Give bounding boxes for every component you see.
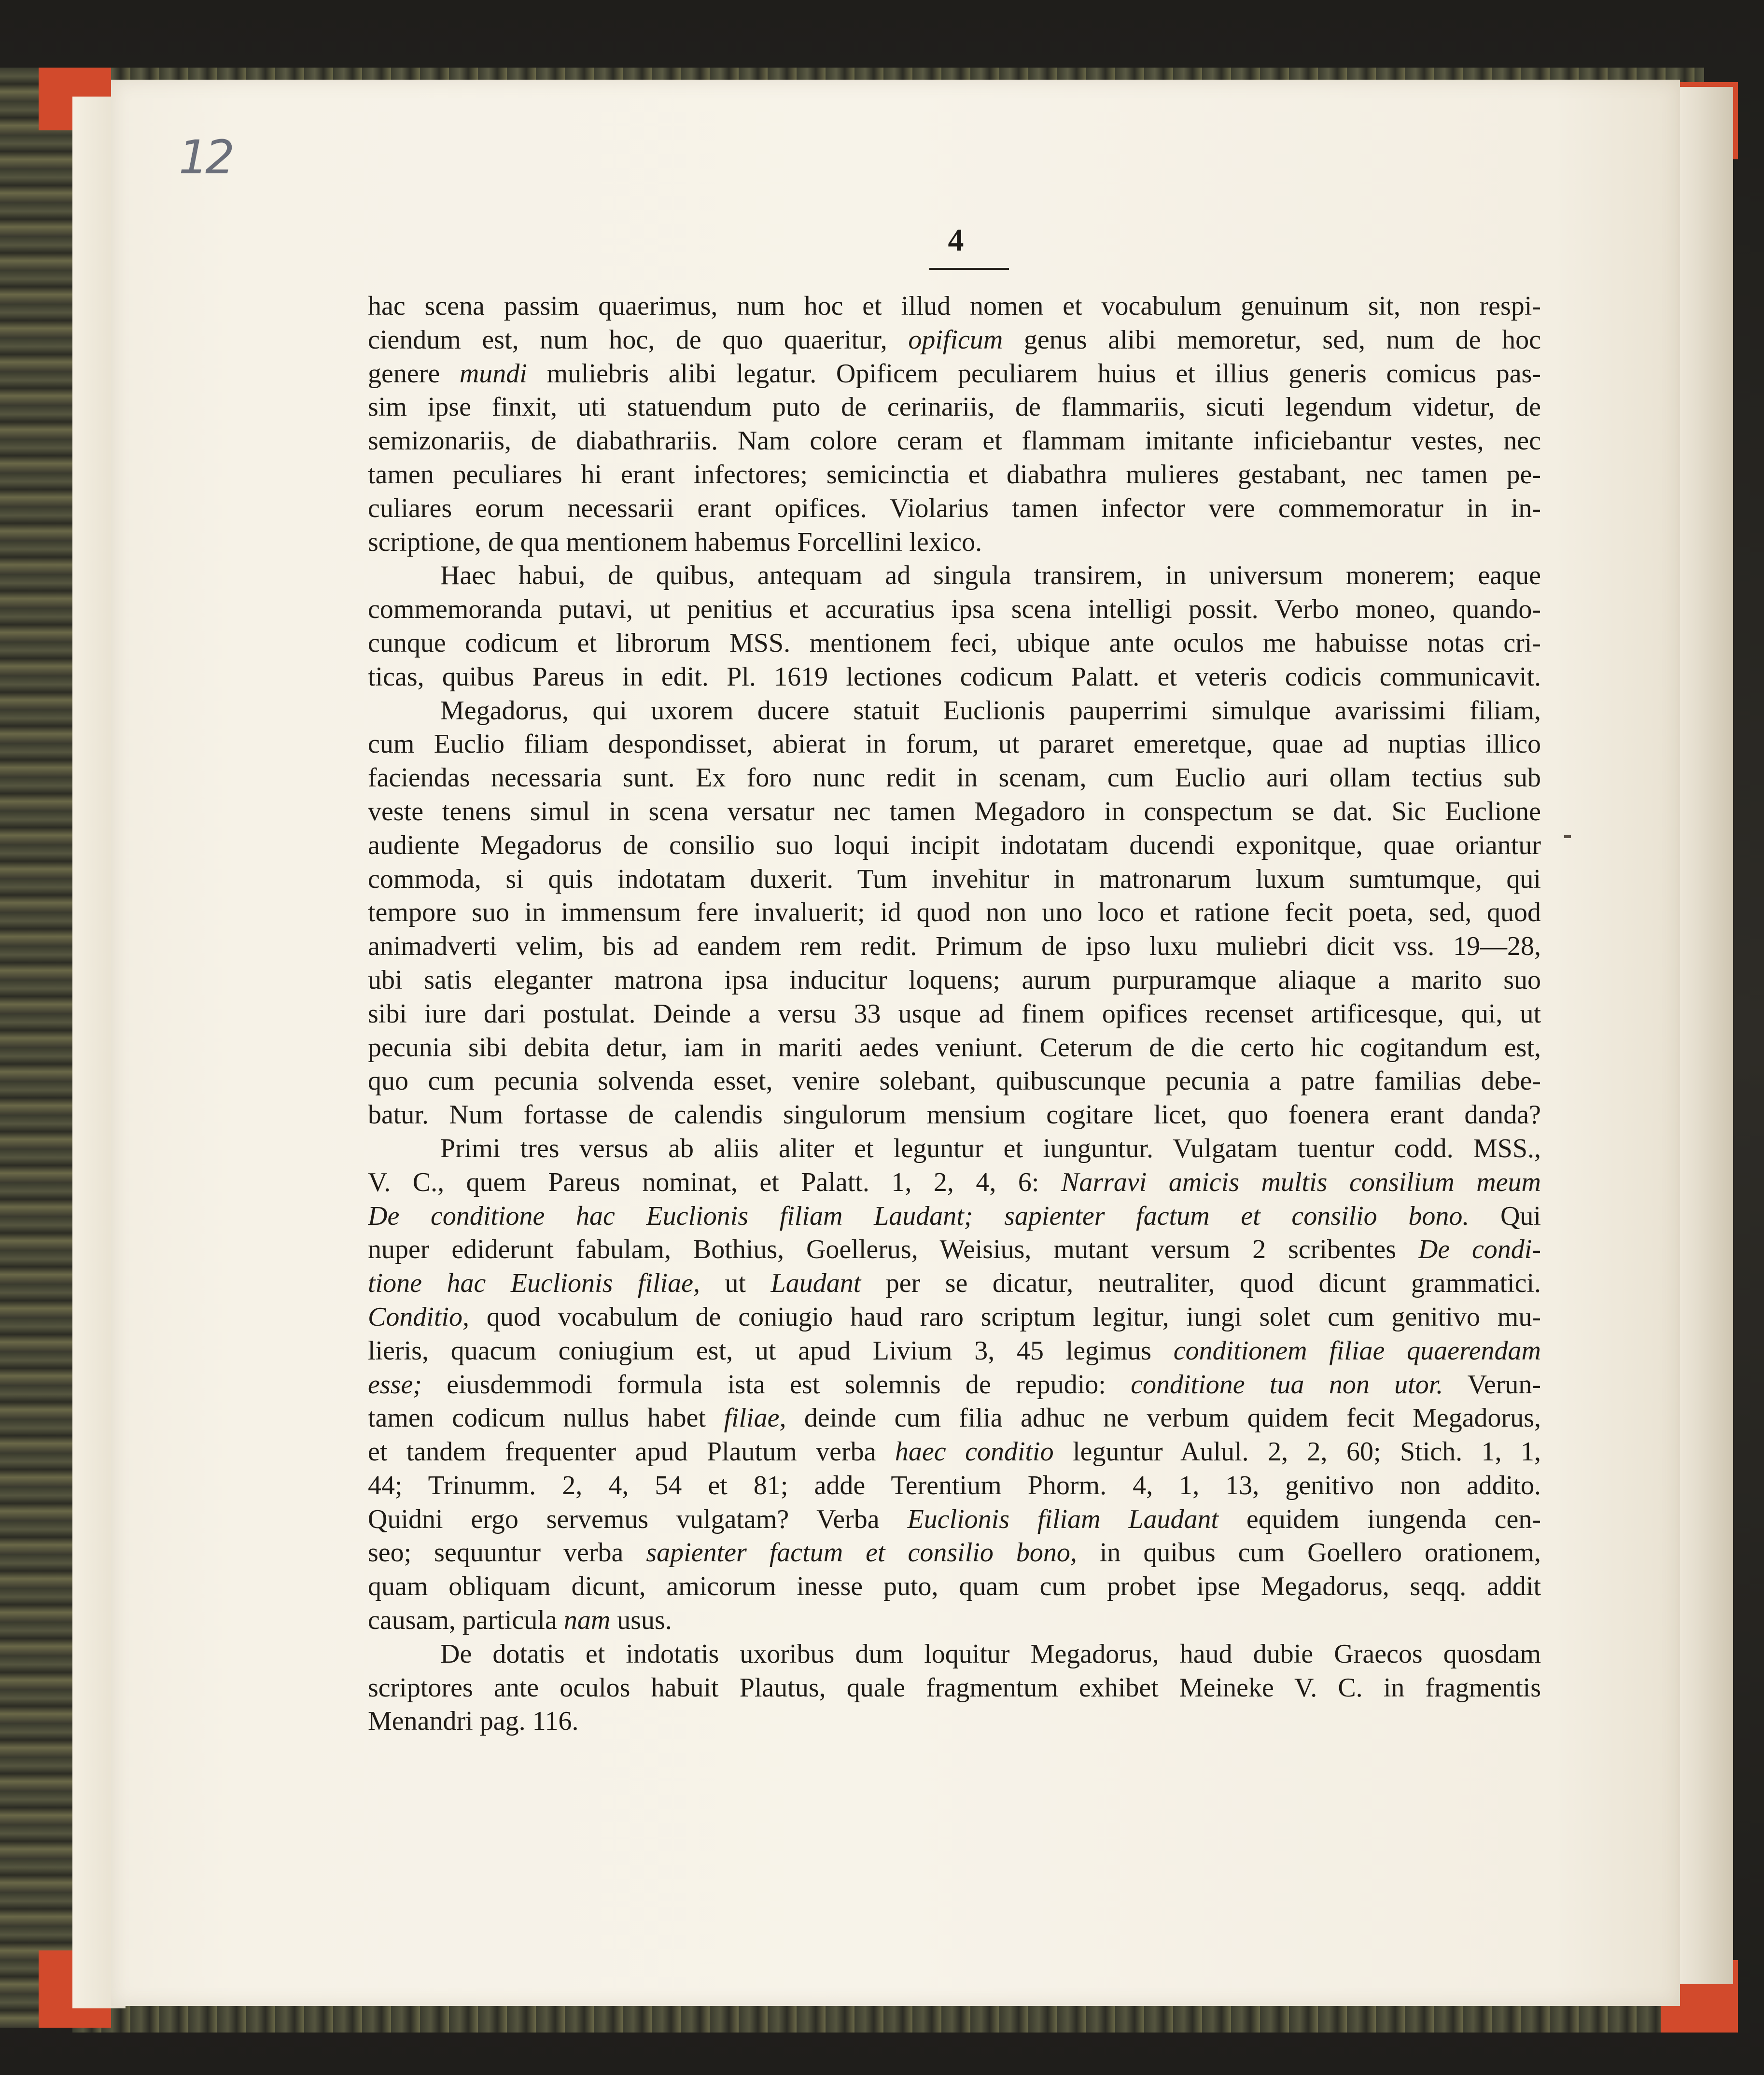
text-line: faciendas necessaria sunt. Ex foro nunc redit in scenam, cum Euclio auri ollam tectius sub — [368, 763, 1541, 793]
text-line: batur. Num fortasse de calendis singulorum mensium cogitare licet, quo foenera erant danda? — [368, 1100, 1541, 1130]
text-line: Megadorus, qui uxorem ducere statuit Euclionis pauperrimi simulque avarissimi filiam, — [440, 695, 1541, 726]
text-line: tione hac Euclionis filiae, ut Laudant per se dicatur, neutraliter, quod dicunt grammatici. — [368, 1268, 1541, 1299]
text-line: De conditione hac Euclionis filiam Laudant; sapienter factum et consilio bono. Qui — [368, 1201, 1541, 1231]
text-line: tamen peculiares hi erant infectores; semicinctia et diabathra mulieres gestabant, nec tamen pe- — [368, 459, 1541, 490]
page-stack-right — [1675, 87, 1733, 1984]
text-line: semizonariis, de diabathrariis. Nam colore ceram et flammam imitante inficiebantur vestes, nec — [368, 426, 1541, 456]
text-line: animadverti velim, bis ad eandem rem redit. Primum de ipso luxu muliebri dicit vss. 19—28, — [368, 931, 1541, 962]
text-line: veste tenens simul in scena versatur nec tamen Megadoro in conspectum se dat. Sic Euclione — [368, 796, 1541, 827]
text-line: commoda, si quis indotatam duxerit. Tum invehitur in matronarum luxum sumtumque, qui — [368, 864, 1541, 894]
text-line: nuper ediderunt fabulam, Bothius, Goellerus, Weisius, mutant versum 2 scribentes De condi- — [368, 1234, 1541, 1265]
text-line: commemoranda putavi, ut penitius et accuratius ipsa scena intelligi possit. Verbo moneo, quando- — [368, 594, 1541, 625]
text-line: genere mundi muliebris alibi legatur. Opificem peculiarem huius et illius generis comicus pas- — [368, 358, 1541, 389]
text-line: Primi tres versus ab aliis aliter et leguntur et iunguntur. Vulgatam tuentur codd. MSS., — [440, 1133, 1541, 1164]
page-number: 4 — [948, 223, 964, 258]
text-line: Quidni ergo servemus vulgatam? Verba Euclionis filiam Laudant equidem iungenda cen- — [368, 1504, 1541, 1534]
margin-mark — [1564, 835, 1571, 838]
text-line: cunque codicum et librorum MSS. mentionem feci, ubique ante oculos me habuisse notas cri- — [368, 628, 1541, 658]
text-line: lieris, quacum coniugium est, ut apud Livium 3, 45 legimus conditionem filiae quaerendam — [368, 1335, 1541, 1366]
text-line: Menandri pag. 116. — [368, 1706, 579, 1737]
text-line: ubi satis eleganter matrona ipsa inducitur loquens; aurum purpuramque aliaque a marito suo — [368, 965, 1541, 995]
text-line: scriptores ante oculos habuit Plautus, quale fragmentum exhibet Meineke V. C. in fragmentis — [368, 1672, 1541, 1703]
text-line: hac scena passim quaerimus, num hoc et illud nomen et vocabulum genuinum sit, non respi- — [368, 291, 1541, 321]
text-line: 44; Trinumm. 2, 4, 54 et 81; adde Terentium Phorm. 4, 1, 13, genitivo non addito. — [368, 1470, 1541, 1500]
text-line: causam, particula nam usus. — [368, 1605, 672, 1636]
text-line: et tandem frequenter apud Plautum verba haec conditio leguntur Aulul. 2, 2, 60; Stich. 1, 1, — [368, 1437, 1541, 1467]
text-line: seo; sequuntur verba sapienter factum et consilio bono, in quibus cum Goellero orationem, — [368, 1538, 1541, 1568]
text-line: ciendum est, num hoc, de quo quaeritur, opificum genus alibi memoretur, sed, num de hoc — [368, 324, 1541, 355]
marbled-board-bottom — [72, 2004, 1704, 2033]
handwritten-folio-number: 12 — [179, 130, 232, 184]
text-line: esse; eiusdemmodi formula ista est solemnis de repudio: conditione tua non utor. Verun- — [368, 1369, 1541, 1400]
text-line: quo cum pecunia solvenda esset, venire solebant, quibuscunque pecunia a patre familias debe- — [368, 1066, 1541, 1096]
text-line: cum Euclio filiam despondisset, abierat in forum, ut pararet emeretque, quae ad nuptias illico — [368, 729, 1541, 759]
text-line: sibi iure dari postulat. Deinde a versu 33 usque ad finem opifices recenset artificesque, qui, ut — [368, 998, 1541, 1029]
text-line: Haec habui, de quibus, antequam ad singula transirem, in universum monerem; eaque — [440, 561, 1541, 591]
text-line: De dotatis et indotatis uxoribus dum loquitur Megadorus, haud dubie Graecos quosdam — [440, 1639, 1541, 1669]
text-line: culiares eorum necessarii erant opifices. Violarius tamen infector vere commemoratur in in- — [368, 493, 1541, 523]
text-line: pecunia sibi debita detur, iam in mariti aedes veniunt. Ceterum de die certo hic cogitandum est, — [368, 1032, 1541, 1063]
text-line: tempore suo in immensum fere invaluerit; id quod non uno loco et ratione fecit poeta, sed, quod — [368, 897, 1541, 928]
text-line: Conditio, quod vocabulum de coniugio haud raro scriptum legitur, iungi solet cum genitivo mu- — [368, 1302, 1541, 1332]
text-line: tamen codicum nullus habet filiae, deinde cum filia adhuc ne verbum quidem fecit Megadorus, — [368, 1403, 1541, 1433]
text-line: V. C., quem Pareus nominat, et Palatt. 1, 2, 4, 6: Narravi amicis multis consilium meum — [368, 1167, 1541, 1197]
text-line: quam obliquam dicunt, amicorum inesse puto, quam cum probet ipse Megadorus, seqq. addit — [368, 1571, 1541, 1602]
marbled-board-left — [0, 68, 72, 2028]
body-text — [368, 290, 1541, 1739]
text-line: ticas, quibus Pareus in edit. Pl. 1619 lectiones codicum Palatt. et veteris codicis communicavit. — [368, 661, 1541, 692]
text-line: sim ipse finxit, uti statuendum puto de cerinariis, de flammariis, sicuti legendum videtur, de — [368, 392, 1541, 422]
text-line: audiente Megadorus de consilio suo loqui incipit indotatam ducendi exponitque, quae oriantur — [368, 830, 1541, 860]
page-number-rule — [929, 268, 1009, 270]
text-line: scriptione, de qua mentionem habemus Forcellini lexico. — [368, 527, 982, 557]
